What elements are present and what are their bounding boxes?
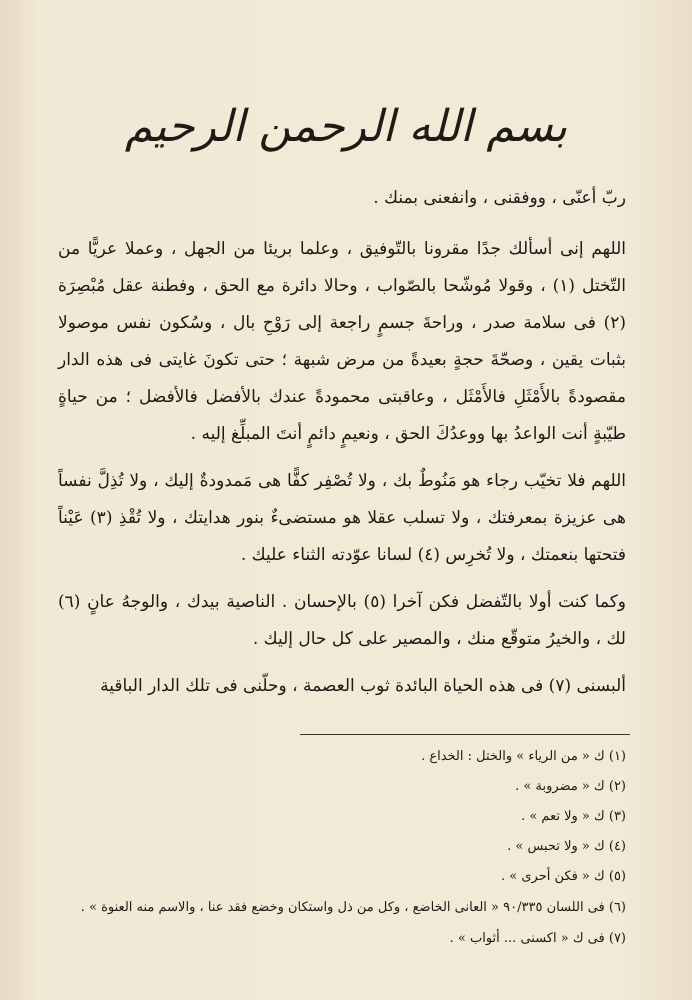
footnote-3: (٣) ك « ولا تعم » .	[521, 809, 626, 824]
footnote-1: (١) ك « من الرياء » والختل : الخداع .	[421, 749, 626, 764]
paragraph-prayer-4: ألبسنى (٧) فى هذه الحياة البائدة ثوب العصمة ، وحلّنى فى تلك الدار الباقية	[100, 676, 626, 696]
footnote-4: (٤) ك « ولا تحبس » .	[507, 839, 626, 854]
footnote-5: (٥) ك « فكن أحرى » .	[501, 869, 626, 884]
footnotes	[58, 742, 626, 954]
footnote-7: (٧) فى ك « اكسنى ... أثواب » .	[449, 931, 626, 946]
paragraph-prayer-3: وكما كنت أولا بالتّفضل فكن آخرا (٥) بالإحسان . الناصية بيدك ، والوجهُ عانٍ (٦) لك ، والخيرُ متوقّع منك ، والمصير على كل حال إليك .	[58, 592, 627, 649]
paragraph-prayer-2: اللهم فلا تخيّب رجاء هو مَنُوطٌ بك ، ولا تُصْفِر كفًّا هى مَمدودةٌ إليك ، ولا تُذِلَّ نفساً هى عزيزة بمعرفتك ، ولا تسلب عقلا هو مستضىءٌ بنور هدايتك ، ولا تُقْذِ (٣) عَيْناً فتحتها بنعمتك ، ولا تُخرِس (٤) لسانا عوّدته الثناء عليك .	[58, 471, 626, 565]
footnote-divider	[300, 734, 630, 735]
footnote-6: (٦) فى اللسان ٩٠/٣٣٥ « العانى الخاضع ، وكل من ذل واستكان وخضع فقد عنا ، والاسم منه العنوة » .	[80, 900, 626, 915]
footnote-2: (٢) ك « مضروبة » .	[515, 779, 626, 794]
paragraph-opening: ربّ أعنّى ، ووفقنى ، وانفعنى بمنك .	[373, 188, 626, 208]
paragraph-prayer-1: اللهم إنى أسألك جدًا مقرونا بالتّوفيق ، وعلما بريئا من الجهل ، وعملا عريًّا من التّختل (١) ، وقولا مُوشّحا بالصّواب ، وحالا دائرة مع الحق ، وفطنة عقل مُبْصِرَة (٢) فى سلامة صدر ، وراحةَ جسمٍ راجعة إلى رَوْحِ بال ، وسُكون نفس موصولا بثبات يقين ، وصحّةَ حجةٍ بعيدةً من مرض شبهة ؛ حتى تكونَ غايتى فى هذه الدار مقصودةً بالأَمْثَلِ فالأَمْثَل ، وعاقبتى محمودةً عندك بالأفضل فالأفضل ؛ من حياةٍ طيّبةٍ أنت الواعدُ بها ووعدُكَ الحق ، ونعيمٍ دائمٍ أنتَ المبلِّغ إليه .	[58, 239, 627, 444]
basmala-heading: بسم الله الرحمن الرحيم	[124, 101, 568, 152]
main-text	[58, 180, 626, 715]
